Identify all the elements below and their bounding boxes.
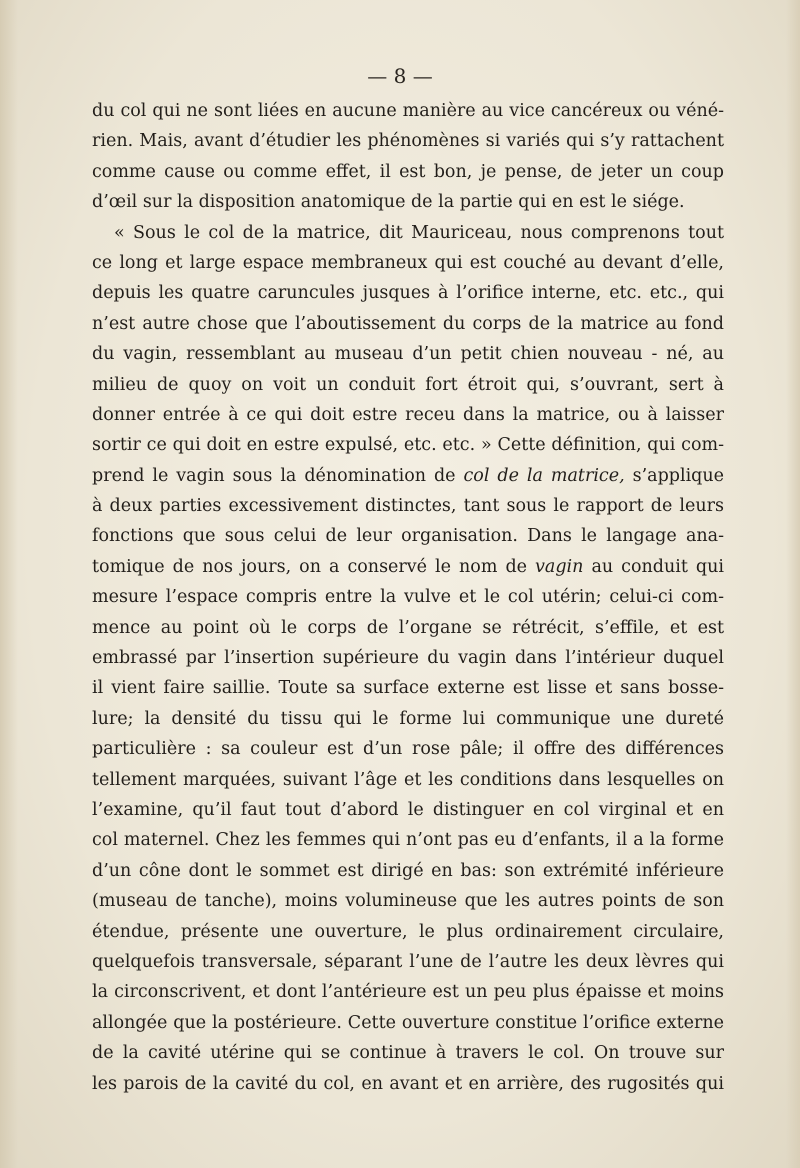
page-edge-left: [0, 0, 18, 1168]
text-line: donner entrée à ce qui doit estre receu dans la matrice, ou à laisser: [92, 404, 724, 425]
text-line: d’un cône dont le sommet est dirigé en bas: son extrémité inférieure: [92, 860, 724, 881]
text-line: mesure l’espace compris entre la vulve et le col utérin; celui-ci com-: [92, 587, 724, 608]
page-number: — 8 —: [367, 64, 433, 88]
text-line: allongée que la postérieure. Cette ouverture constitue l’orifice externe: [92, 1012, 724, 1033]
text-line: rien. Mais, avant d’étudier les phénomènes si variés qui s’y rattachent: [92, 131, 724, 152]
text-line: prend le vagin sous la dénomination de col de la matrice, s’applique: [92, 465, 724, 486]
italic-term: vagin: [535, 556, 584, 577]
text-line: d’œil sur la disposition anatomique de la partie qui en est le siége.: [92, 192, 685, 213]
text-line: milieu de quoy on voit un conduit fort étroit qui, s’ouvrant, sert à: [92, 374, 724, 395]
text-line: sortir ce qui doit en estre expulsé, etc. etc. » Cette définition, qui com-: [92, 435, 724, 456]
text-line: l’examine, qu’il faut tout d’abord le distinguer en col virginal et en: [92, 799, 724, 820]
text-line: col maternel. Chez les femmes qui n’ont pas eu d’enfants, il a la forme: [92, 830, 724, 851]
text-line: quelquefois transversale, séparant l’une de l’autre les deux lèvres qui: [92, 951, 724, 972]
text-line: fonctions que sous celui de leur organisation. Dans le langage ana-: [92, 526, 724, 547]
text-line: les parois de la cavité du col, en avant et en arrière, des rugosités qui: [92, 1073, 724, 1094]
text-line: particulière : sa couleur est d’un rose pâle; il offre des différences: [92, 739, 724, 760]
text-line: à deux parties excessivement distinctes, tant sous le rapport de leurs: [92, 496, 724, 517]
text-line: tellement marquées, suivant l’âge et les conditions dans lesquelles on: [92, 769, 724, 790]
text-line: tomique de nos jours, on a conservé le nom de vagin au conduit qui: [92, 556, 724, 577]
text-line: il vient faire saillie. Toute sa surface externe est lisse et sans bosse-: [92, 678, 724, 699]
text-line: la circonscrivent, et dont l’antérieure est un peu plus épaisse et moins: [92, 982, 724, 1003]
text-line: embrassé par l’insertion supérieure du vagin dans l’intérieur duquel: [92, 648, 724, 669]
page-edge-right: [786, 0, 800, 1168]
text-line: (museau de tanche), moins volumineuse que les autres points de son: [92, 891, 724, 912]
text-line: comme cause ou comme effet, il est bon, je pense, de jeter un coup: [92, 161, 724, 182]
text-line: du col qui ne sont liées en aucune manière au vice cancéreux ou véné-: [92, 101, 724, 121]
text-line: mence au point où le corps de l’organe se rétrécit, s’effile, et est: [92, 617, 724, 638]
text-line: « Sous le col de la matrice, dit Mauriceau, nous comprenons tout: [114, 222, 724, 243]
text-line: de la cavité utérine qui se continue à travers le col. On trouve sur: [92, 1043, 724, 1064]
body-text: [92, 96, 724, 1099]
text-line: ce long et large espace membraneux qui est couché au devant d’elle,: [92, 252, 724, 273]
text-line: depuis les quatre caruncules jusques à l’orifice interne, etc. etc., qui: [92, 283, 724, 304]
text-line: du vagin, ressemblant au museau d’un petit chien nouveau - né, au: [92, 344, 724, 365]
italic-term: col de la matrice,: [463, 465, 625, 486]
text-line: lure; la densité du tissu qui le forme lui communique une dureté: [92, 708, 724, 729]
text-line: n’est autre chose que l’aboutissement du corps de la matrice au fond: [92, 313, 724, 334]
text-line: étendue, présente une ouverture, le plus ordinairement circulaire,: [92, 921, 724, 942]
